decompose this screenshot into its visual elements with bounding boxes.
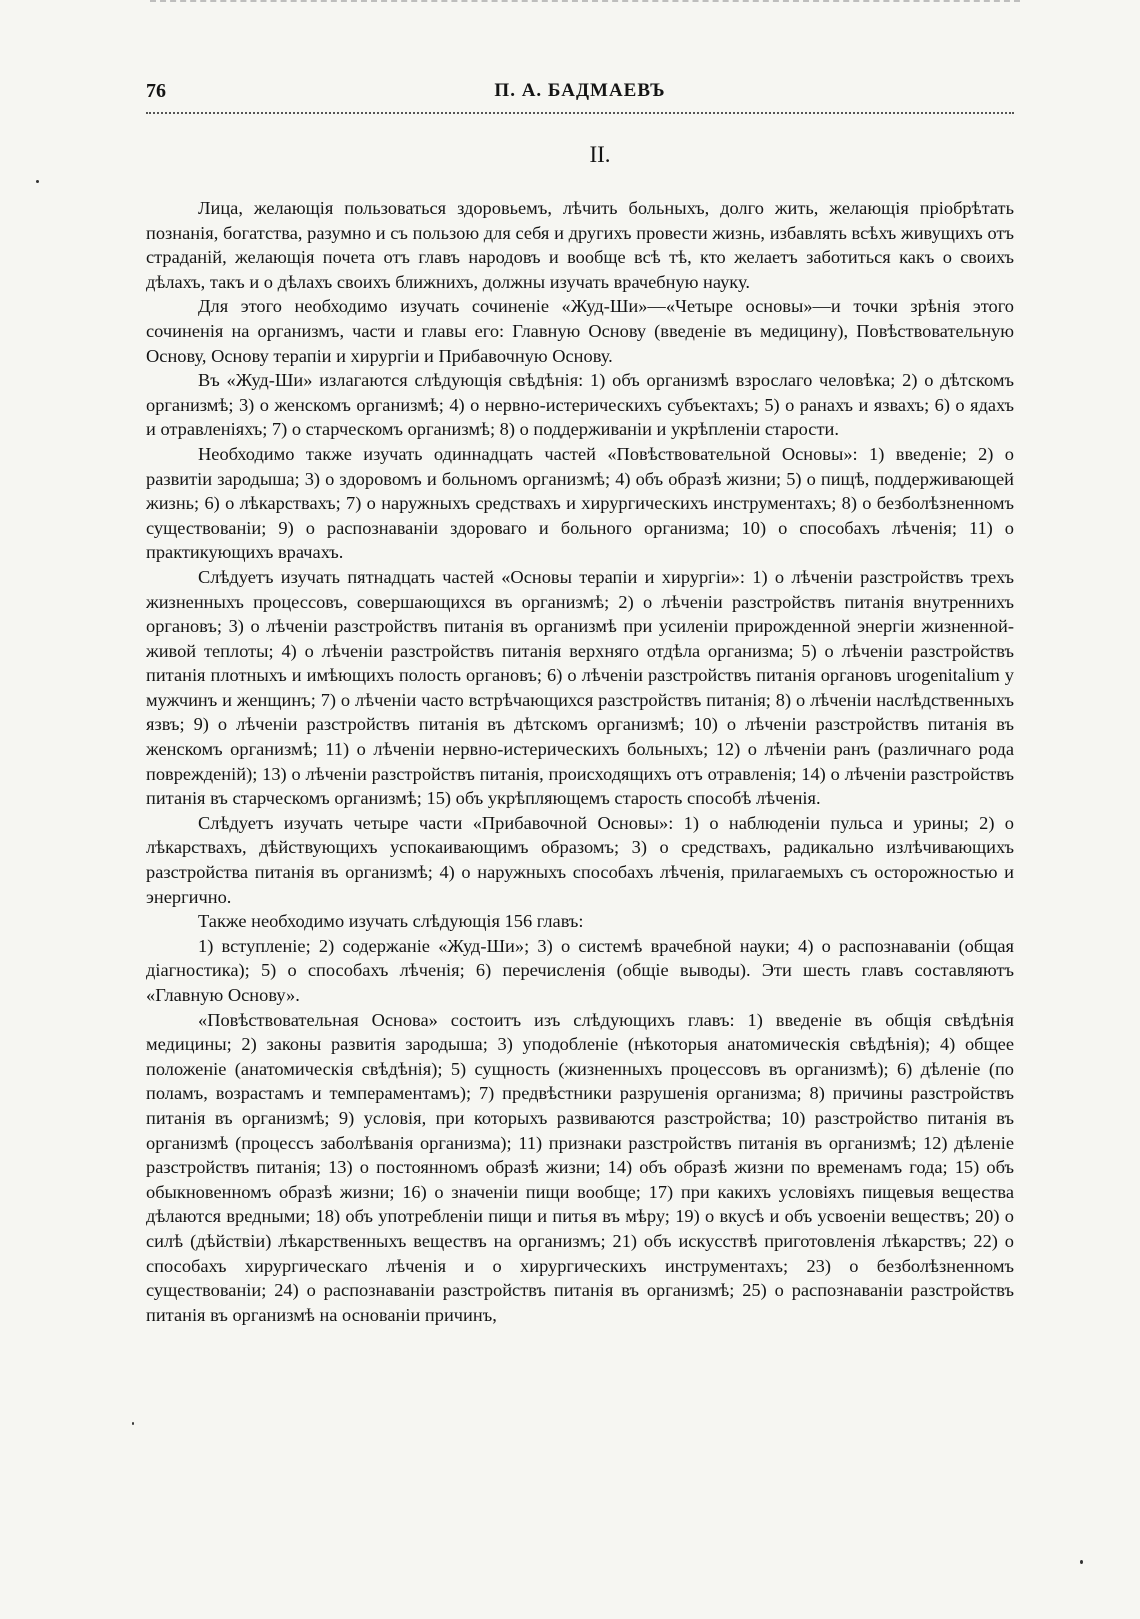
paragraph: Слѣдуетъ изучать четыре части «Прибавочной Основы»: 1) о наблюденіи пульса и урины; 2) о лѣкарствахъ, дѣйствующихъ успокаивающимъ образомъ; 3) о средствахъ, радикально излѣчивающихъ разстройства питанія въ организмѣ; 4) о наружныхъ способахъ лѣченія, прилагаемыхъ съ осторожностью и энергично. bbox=[146, 812, 1014, 907]
page-number: 76 bbox=[146, 80, 166, 102]
paragraph: Также необходимо изучать слѣдующія 156 главъ: bbox=[198, 911, 584, 932]
section-heading: II. bbox=[589, 142, 611, 167]
paragraph: Слѣдуетъ изучать пятнадцать частей «Основы терапіи и хирургіи»: 1) о лѣченіи разстройствъ трехъ жизненныхъ процессовъ, совершающихся въ организмѣ; 2) о лѣченіи разстройствъ питанія внутреннихъ органовъ; 3) о лѣченіи разстройствъ питанія въ организмѣ при усиленіи прирожденной энергіи жизненной-живой теплоты; 4) о лѣченіи разстройствъ питанія верхняго отдѣла организма; 5) о лѣченіи разстройствъ питанія плотныхъ и имѣющихъ полость органовъ; 6) о лѣченіи разстройствъ питанія органовъ urogenitalium у мужчинъ и женщинъ; 7) о лѣченіи часто встрѣчающихся разстройствъ питанія; 8) о лѣченіи наслѣдственныхъ язвъ; 9) о лѣченіи разстройствъ питанія въ дѣтскомъ организмѣ; 10) о лѣченіи разстройствъ питанія въ женскомъ организмѣ; 11) о лѣченіи нервно-истерическихъ больныхъ; 12) о лѣченіи ранъ (различнаго рода поврежденій); 13) о лѣченіи разстройствъ питанія, происходящихъ отъ отравленія; 14) о лѣченіи разстройствъ питанія въ старческомъ организмѣ; 15) объ укрѣпляющемъ старость способѣ лѣченія. bbox=[146, 566, 1014, 809]
paragraph: 1) вступленіе; 2) содержаніе «Жуд-Ши»; 3) о системѣ врачебной науки; 4) о распознаваніи (общая діагностика); 5) о способахъ лѣченія; 6) перечисленія (общіе выводы). Эти шесть главъ составляютъ «Главную Основу». bbox=[146, 935, 1014, 1005]
paragraph: Необходимо также изучать одиннадцать частей «Повѣствовательной Основы»: 1) введеніе; 2) о развитіи зародыша; 3) о здоровомъ и больномъ организмѣ; 4) объ образѣ жизни; 5) о пищѣ, поддерживающей жизнь; 6) о лѣкарствахъ; 7) о наружныхъ средствахъ и хирургическихъ инструментахъ; 8) о безболѣзненномъ существованіи; 9) о распознаваніи здороваго и больного организма; 10) о способахъ лѣченія; 11) о практикующихъ врачахъ. bbox=[146, 443, 1014, 563]
paragraph: Въ «Жуд-Ши» излагаются слѣдующія свѣдѣнія: 1) объ организмѣ взрослаго человѣка; 2) о дѣтскомъ организмѣ; 3) о женскомъ организмѣ; 4) о нервно-истерическихъ субъектахъ; 5) о ранахъ и язвахъ; 6) о ядахъ и отравленіяхъ; 7) о старческомъ организмѣ; 8) о поддерживаніи и укрѣпленіи старости. bbox=[146, 370, 1014, 440]
body-text bbox=[146, 196, 1014, 1327]
paragraph: Лица, желающія пользоваться здоровьемъ, лѣчить больныхъ, долго жить, желающія пріобрѣтать познанія, богатства, разумно и съ пользою для себя и другихъ провести жизнь, избавлять всѣхъ живущихъ отъ страданій, желающія почета отъ главъ народовъ и вообще всѣ тѣ, кто желаетъ заботиться какъ о своихъ дѣлахъ, такъ и о дѣлахъ своихъ ближнихъ, должны изучать врачебную науку. bbox=[146, 198, 1014, 292]
paragraph: Для этого необходимо изучать сочиненіе «Жуд-Ши»—«Четыре основы»—и точки зрѣнія этого сочиненія на организмъ, части и главы его: Главную Основу (введеніе въ медицину), Повѣствовательную Основу, Основу терапіи и хирургіи и Прибавочную Основу. bbox=[146, 296, 1014, 366]
page-top-edge bbox=[150, 0, 1020, 5]
running-head bbox=[146, 80, 1014, 106]
running-title: П. А. БАДМАЕВЪ bbox=[494, 80, 666, 101]
header-rule bbox=[146, 106, 1014, 114]
paragraph: «Повѣствовательная Основа» состоитъ изъ слѣдующихъ главъ: 1) введеніе въ общія свѣдѣнія медицины; 2) законы развитія зародыша; 3) уподобленіе (нѣкоторыя анатомическія свѣдѣнія); 4) общее положеніе (анатомическія свѣдѣнія); 5) сущность (жизненныхъ процессовъ въ организмѣ); 6) дѣленіе (по поламъ, возрастамъ и темпераментамъ); 7) предвѣстники разрушенія организма; 8) причины разстройствъ питанія въ организмѣ; 9) условія, при которыхъ развиваются разстройства; 10) разстройство питанія въ организмѣ (процессъ заболѣванія организма); 11) признаки разстройствъ питанія въ организмѣ; 12) дѣленіе разстройствъ питанія; 13) о постоянномъ образѣ жизни; 14) объ образѣ жизни по временамъ года; 15) объ обыкновенномъ образѣ жизни; 16) о значеніи пищи вообще; 17) при какихъ условіяхъ пищевыя вещества дѣлаются вредными; 18) объ употребленіи пищи и питья въ мѣру; 19) о вкусѣ и объ усвоеніи веществъ; 20) о силѣ (дѣйствіи) лѣкарственныхъ веществъ на организмъ; 21) объ искусствѣ приготовленія лѣкарствъ; 22) о способахъ хирургическаго лѣченія и о хирургическихъ инструментахъ; 23) о безболѣзненномъ существованіи; 24) о распознаваніи разстройствъ питанія въ организмѣ; 25) о распознаваніи разстройствъ питанія въ организмѣ на основаніи причинъ, bbox=[146, 1009, 1014, 1325]
